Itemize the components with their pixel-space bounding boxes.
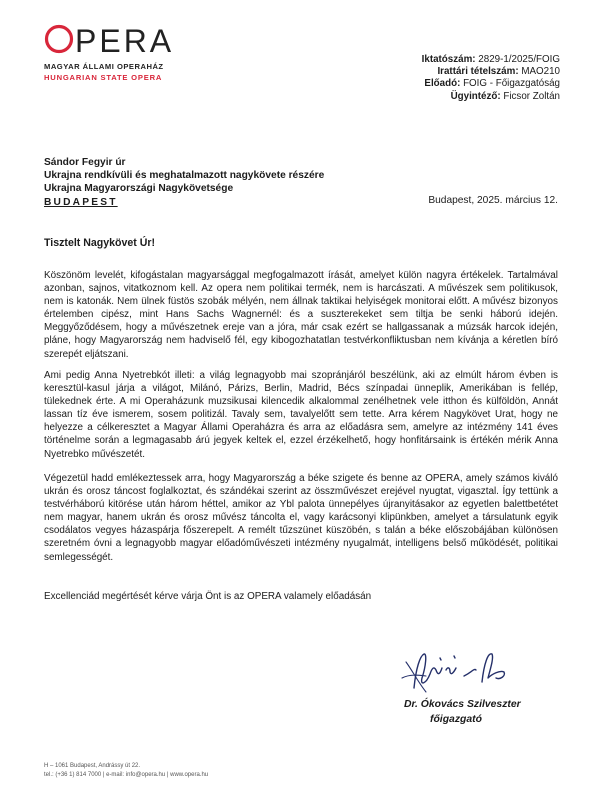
logo-subtitle-en: HUNGARIAN STATE OPERA xyxy=(44,73,163,82)
salutation: Tisztelt Nagykövet Úr! xyxy=(44,237,156,249)
letter-date: Budapest, 2025. március 12. xyxy=(428,195,558,206)
signatory-title: főigazgató xyxy=(430,714,482,725)
recipient-block xyxy=(44,156,324,209)
body-paragraph-3 xyxy=(44,472,558,564)
meta-presenter: Előadó: FOIG - Főigazgatóság xyxy=(424,78,560,90)
recipient-title: Ukrajna rendkívüli és meghatalmazott nagykövete részére xyxy=(44,170,325,182)
paragraph-text: Köszönöm levelét, kifogástalan magyarsággal megfogalmazott írását, amelyet külön nagyra értékelek. Tartalmával azonban, sajnos, vitatkoznom kell. Az opera nem politikai termék, nem is harcászati. A művészek sem politikusok, nem is katonák. Nem ülnek füstös szobák mélyén, nem állnak taktikai helyiségek monitorai előtt. A művész bizonyos értelemben cipész, mint Hans Sachs Wagnernél: és a suszterekeket sem tiltja be senki háború idején. Meggyőződésem, hogy a művészetnek ereje van a jóra, már csak ezért se hallgassanak a múzsák harcok idején, pláne, hogy Magyarország nem hadviselő fél, egy kibogozhatatlan testvérkonfliktusban nem kívánja a kéretlen bíró szerepét eljátszani. xyxy=(44,270,558,360)
logo-wordmark: PERA xyxy=(75,23,175,59)
logo-mark xyxy=(44,12,204,58)
opera-logo xyxy=(44,12,204,82)
logo-subtitle-hu: MAGYAR ÁLLAMI OPERAHÁZ xyxy=(44,62,164,71)
meta-reference-number: Iktatószám: 2829-1/2025/FOIG xyxy=(421,54,560,65)
recipient-city: BUDAPEST xyxy=(44,196,118,208)
recipient-embassy: Ukrajna Magyarországi Nagykövetsége xyxy=(44,183,234,195)
footer-address: H – 1061 Budapest, Andrássy út 22. xyxy=(44,763,141,769)
paragraph-text: Ami pedig Anna Nyetrebkót illeti: a világ legnagyobb mai szopránjáról beszélünk, aki az elmúlt három évben is keresztül-kasul járja a világot, Milánó, Párizs, Berlin, Madrid, Bécs színpadai ünneplik, Amerikában is fellép, tülekednek érte. A mi Operaházunk muzsikusai kilencedik alkalommal zenélhetnek vele itthon és külföldön, Annát lassan tíz éve ismerem, sosem politizál. Tavaly sem, tavalyelőtt sem tette. Arra kérem Nagykövet Urat, hogy ne helyezze a célkeresztet a Magyar Állami Operaházra és arra az előadásra sem, amelyre az intézmény 141 éves történelme során a legmagasabb árú jegyek keltek el, ezzel érzékelhető, hogy honfitársaink is értékén mérik Anna Nyetrebko művészetét. xyxy=(44,370,558,460)
footer-contact: tel.: (+36 1) 814 7000 | e-mail: info@opera.hu | www.opera.hu xyxy=(44,772,209,778)
meta-administrator: Ügyintéző: Ficsor Zoltán xyxy=(450,90,560,102)
paragraph-text: Excellenciád megértését kérve várja Önt is az OPERA valamely előadásán xyxy=(44,591,372,602)
handwritten-signature xyxy=(396,648,526,696)
body-paragraph-4 xyxy=(44,590,558,603)
footer xyxy=(44,762,208,780)
meta-file-number: Irattári tételszám: MAO210 xyxy=(437,66,560,78)
document-meta xyxy=(422,54,560,103)
body-paragraph-1 xyxy=(44,269,558,361)
logo-o-icon xyxy=(44,24,74,54)
signatory-name: Dr. Ókovács Szilveszter xyxy=(404,699,521,710)
body-paragraph-2 xyxy=(44,369,558,461)
paragraph-text: Végezetül hadd emlékeztessek arra, hogy Magyarország a béke szigete és benne az OPERA, amely számos kiváló ukrán és orosz táncost foglalkoztat, és szándékai szerint az összművészet erejével nyugtat, vigasztal. Így tettünk a testvérháború kitörése után három héttel, amikor az Ybl palota ünnepélyes újranyitásakor az egyetlen balettbetétet nem magyar, hanem ukrán és orosz művész táncolta el, vagy karácsonyi klipünkben, amelyet a társulatunk egyik csodálatos vegyes házaspárja főszerepelt. A remélt tűzszünet küszöbén, s talán a béke előszobájában különösen szeretném óvni a legnagyobb magyar előadóművészeti intézmény nyugalmát, intelligens belső működését, politikai semlegességét. xyxy=(44,473,558,563)
recipient-name: Sándor Fegyir úr xyxy=(44,157,126,168)
